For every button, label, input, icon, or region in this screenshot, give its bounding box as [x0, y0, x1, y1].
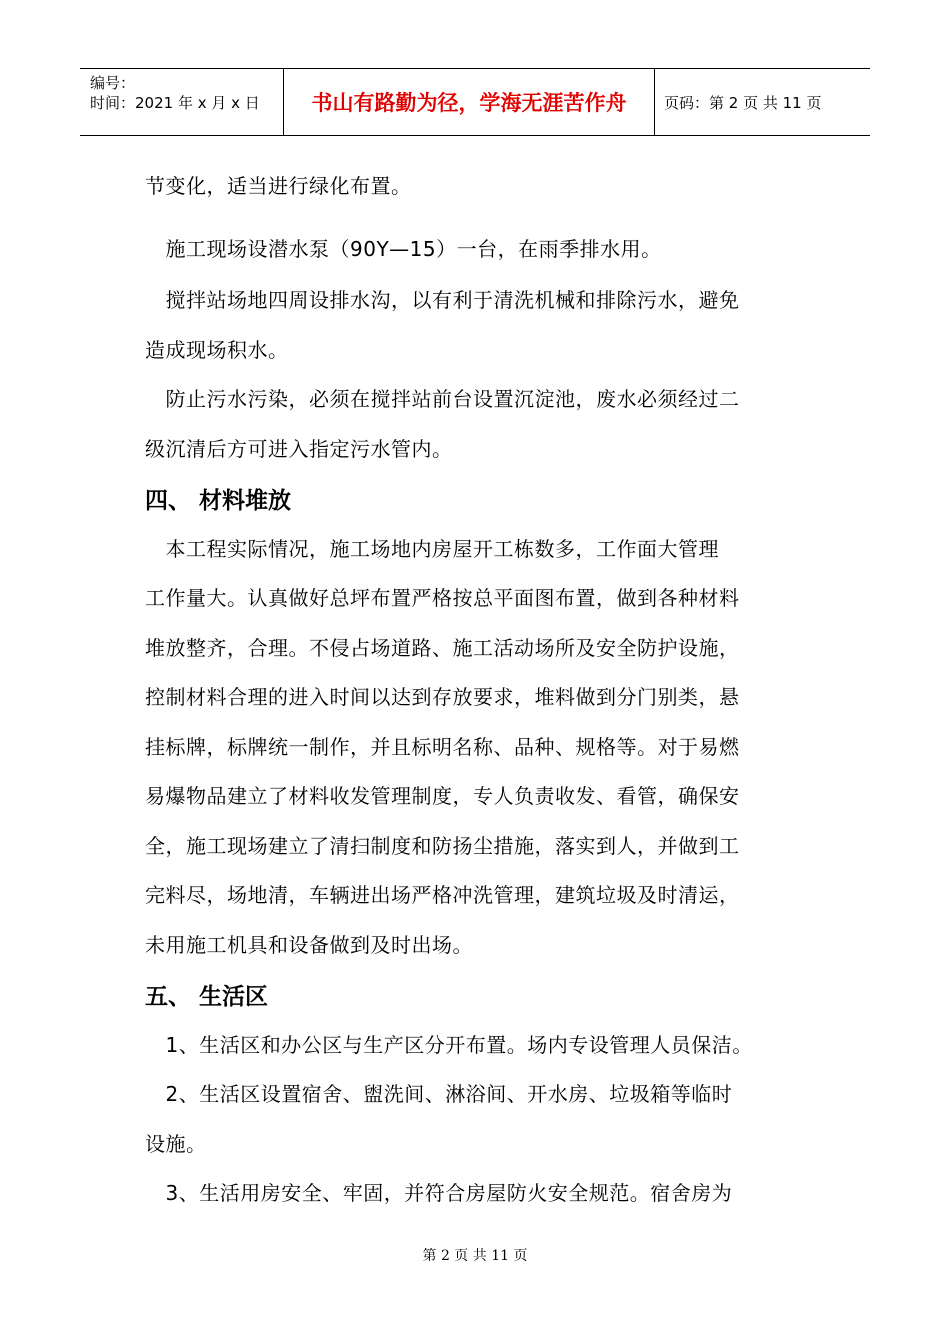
paragraph-line: 2、生活区设置宿舍、盥洗间、淋浴间、开水房、垃圾箱等临时	[145, 1082, 733, 1106]
section-heading-materials: 四、 材料堆放	[145, 488, 292, 514]
document-date: 时间：2021 年 x 月 x 日	[90, 94, 260, 112]
paragraph-line: 未用施工机具和设备做到及时出场。	[145, 933, 473, 957]
paragraph-line: 堆放整齐，合理。不侵占场道路、施工活动场所及安全防护设施，	[145, 636, 740, 660]
paragraph-line: 控制材料合理的进入时间以达到存放要求，堆料做到分门别类，悬	[145, 685, 740, 709]
document-number-label: 编号：	[90, 74, 136, 92]
header-motto: 书山有路勤为径，学海无涯苦作舟	[283, 69, 655, 135]
paragraph-line: 设施。	[145, 1132, 207, 1156]
paragraph-line: 级沉清后方可进入指定污水管内。	[145, 437, 453, 461]
paragraph-line: 易爆物品建立了材料收发管理制度，专人负责收发、看管，确保安	[145, 784, 740, 808]
paragraph-line: 节变化，适当进行绿化布置。	[145, 174, 412, 198]
paragraph-line: 1、生活区和办公区与生产区分开布置。场内专设管理人员保洁。	[145, 1033, 753, 1057]
paragraph-line: 搅拌站场地四周设排水沟，以有利于清洗机械和排除污水，避免	[145, 288, 740, 312]
paragraph-line: 全，施工现场建立了清扫制度和防扬尘措施，落实到人，并做到工	[145, 834, 740, 858]
page-footer: 第 2 页 共 11 页	[422, 1248, 528, 1264]
paragraph-line: 工作量大。认真做好总坪布置严格按总平面图布置，做到各种材料	[145, 586, 740, 610]
paragraph-line: 本工程实际情况，施工场地内房屋开工栋数多，工作面大管理	[145, 537, 719, 561]
paragraph-line: 防止污水污染，必须在搅拌站前台设置沉淀池，废水必须经过二	[145, 387, 740, 411]
paragraph-line: 造成现场积水。	[145, 338, 289, 362]
paragraph-line: 3、生活用房安全、牢固，并符合房屋防火安全规范。宿舍房为	[145, 1181, 733, 1205]
section-heading-living-area: 五、 生活区	[145, 984, 269, 1010]
header-meta	[80, 69, 283, 135]
paragraph-line: 施工现场设潜水泵（90Y—15）一台，在雨季排水用。	[145, 237, 662, 261]
paragraph-line: 挂标牌，标牌统一制作，并且标明名称、品种、规格等。对于易燃	[145, 735, 740, 759]
header-page-info: 页码：第 2 页 共 11 页	[664, 93, 822, 112]
page-header	[80, 68, 870, 136]
paragraph-line: 完料尽，场地清，车辆进出场严格冲洗管理，建筑垃圾及时清运，	[145, 883, 740, 907]
